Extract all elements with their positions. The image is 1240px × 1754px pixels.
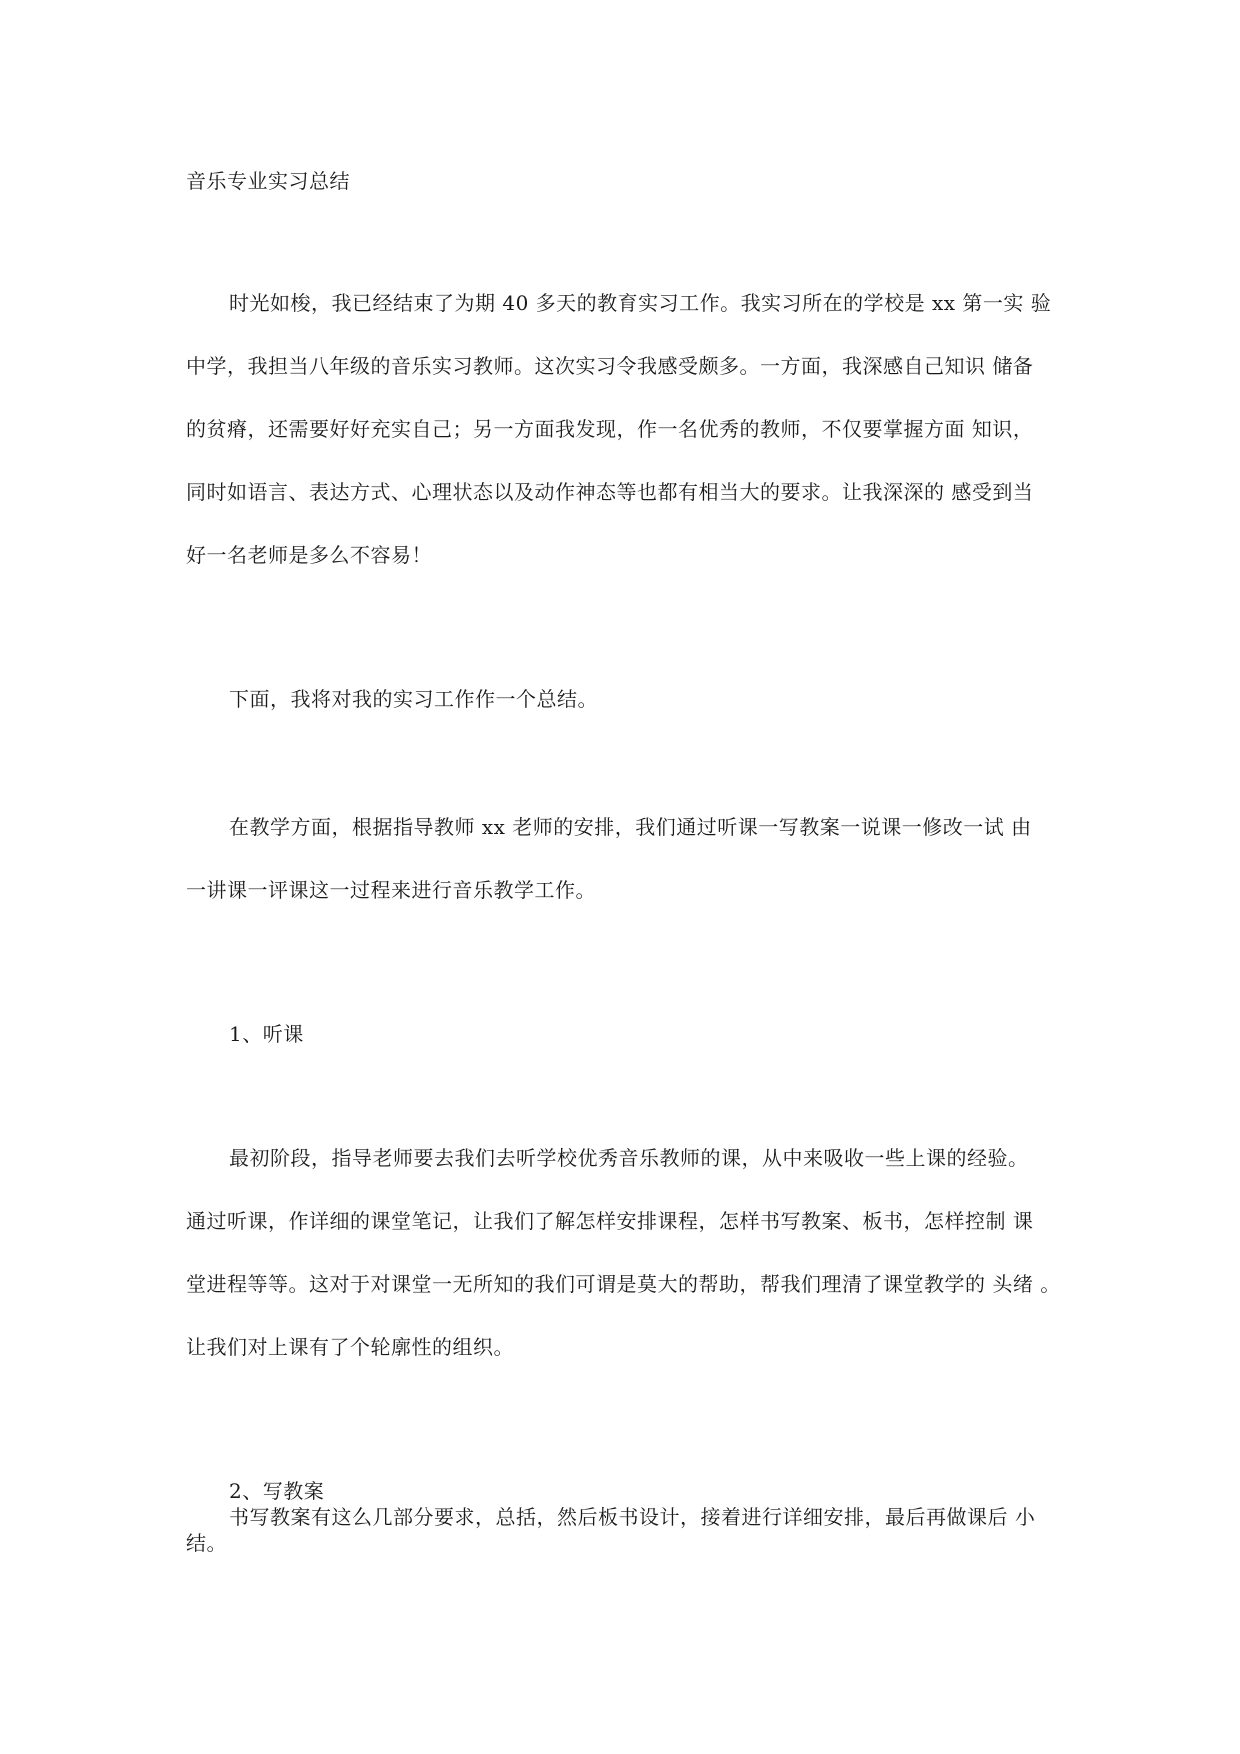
section-2-heading: 2、写教案: [229, 1479, 325, 1503]
paragraph-4-line-2: 通过听课，作详细的课堂笔记，让我们了解怎样安排课程，怎样书写教案、板书，怎样控制 课: [186, 1209, 1034, 1233]
paragraph-2: 下面，我将对我的实习工作作一个总结。: [229, 687, 598, 711]
paragraph-1-line-3: 的贫瘠，还需要好好充实自己；另一方面我发现，作一名优秀的教师，不仅要掌握方面 知识，: [186, 417, 1034, 441]
paragraph-4-line-1: 最初阶段，指导老师要去我们去听学校优秀音乐教师的课，从中来吸收一些上课的经验。: [229, 1146, 1029, 1170]
paragraph-4-line-3: 堂进程等等。这对于对课堂一无所知的我们可谓是莫大的帮助，帮我们理清了课堂教学的 头绪 。: [186, 1272, 1061, 1296]
paragraph-1-line-4: 同时如语言、表达方式、心理状态以及动作神态等也都有相当大的要求。让我深深的 感受到当: [186, 480, 1034, 504]
paragraph-3-line-1: 在教学方面，根据指导教师 xx 老师的安排，我们通过听课一写教案一说课一修改一试 由: [229, 815, 1032, 839]
document-title: 音乐专业实习总结: [186, 169, 350, 193]
paragraph-1-line-5: 好一名老师是多么不容易！: [186, 543, 432, 567]
paragraph-4-line-4: 让我们对上课有了个轮廓性的组织。: [186, 1335, 514, 1359]
paragraph-1-line-1: 时光如梭，我已经结束了为期 40 多天的教育实习工作。我实习所在的学校是 xx 第一实 验: [229, 291, 1052, 315]
paragraph-1-line-2: 中学，我担当八年级的音乐实习教师。这次实习令我感受颇多。一方面，我深感自己知识 储备: [186, 354, 1034, 378]
paragraph-5-line-2: 结。: [186, 1531, 227, 1555]
paragraph-3-line-2: 一讲课一评课这一过程来进行音乐教学工作。: [186, 878, 596, 902]
section-1-heading: 1、听课: [229, 1022, 304, 1046]
paragraph-5-line-1: 书写教案有这么几部分要求，总括，然后板书设计，接着进行详细安排，最后再做课后 小: [229, 1505, 1036, 1529]
